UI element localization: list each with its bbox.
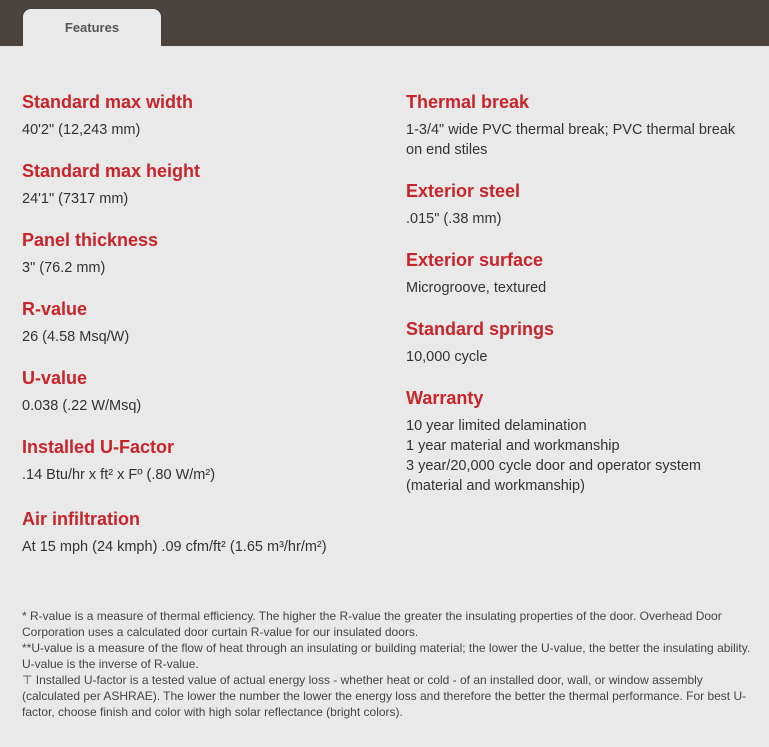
feature-value: 24'1" (7317 mm) [22,191,129,207]
feature-label: Exterior steel [406,181,521,201]
feature-value: 40'2" (12,243 mm) [22,122,141,138]
feature-exterior-surface [406,248,751,298]
footnotes [22,608,752,720]
features-right-column [406,90,751,515]
feature-value: .015" (.38 mm) [406,211,502,227]
feature-standard-max-width [22,90,392,140]
feature-label: Standard springs [406,319,555,339]
feature-r-value [22,297,392,347]
features-left-column [22,90,392,576]
feature-value: 3 year/20,000 cycle door and operator system (material and workmanship) [406,458,701,494]
feature-exterior-steel [406,179,751,229]
feature-standard-springs [406,317,751,367]
feature-value: Microgroove, textured [406,280,547,296]
feature-value: 10,000 cycle [406,349,488,365]
feature-warranty [406,386,751,496]
feature-label: Installed U-Factor [22,437,175,457]
feature-value: 0.038 (.22 W/Msq) [22,398,142,414]
feature-value: 26 (4.58 Msq/W) [22,329,130,345]
footnote-u-value: **U-value is a measure of the flow of heat through an insulating or building material; the lower the U-value, the better the insulating ability. U-value is the inverse of R-value. [22,641,751,671]
feature-label: Exterior surface [406,250,544,270]
feature-label: Panel thickness [22,230,159,250]
footnote-u-factor: ⊤ Installed U-factor is a tested value of actual energy loss - whether heat or cold - of an installed door, wall, or window assembly (calculated per ASHRAE). The lower the number the lower the energy loss and therefore the better the thermal performance. For best U-factor, choose finish and color with high solar reflectance (bright colors). [22,673,747,719]
feature-value: 10 year limited delamination [406,418,587,434]
feature-thermal-break [406,90,751,160]
feature-label: R-value [22,299,88,319]
feature-standard-max-height [22,159,392,209]
feature-panel-thickness [22,228,392,278]
feature-value: At 15 mph (24 kmph) .09 cfm/ft² (1.65 m³/hr/m²) [22,539,327,555]
tab-features[interactable]: Features [23,9,161,46]
top-header-bar [0,0,769,46]
feature-label: Thermal break [406,92,530,112]
feature-label: Air infiltration [22,509,140,529]
feature-air-infiltration [22,507,392,557]
feature-installed-u-factor [22,435,392,485]
feature-label: Standard max height [22,161,201,181]
feature-value: 1-3/4" wide PVC thermal break; PVC thermal break on end stiles [406,122,736,158]
footnote-r-value: * R-value is a measure of thermal efficiency. The higher the R-value the greater the insulating properties of the door. Overhead Door Corporation uses a calculated door curtain R-value for our insulated doors. [22,609,722,639]
feature-value: .14 Btu/hr x ft² x Fº (.80 W/m²) [22,467,216,483]
feature-label: Warranty [406,388,484,408]
feature-u-value [22,366,392,416]
feature-label: U-value [22,368,88,388]
feature-label: Standard max width [22,92,194,112]
feature-value: 3" (76.2 mm) [22,260,106,276]
feature-value: 1 year material and workmanship [406,438,620,454]
